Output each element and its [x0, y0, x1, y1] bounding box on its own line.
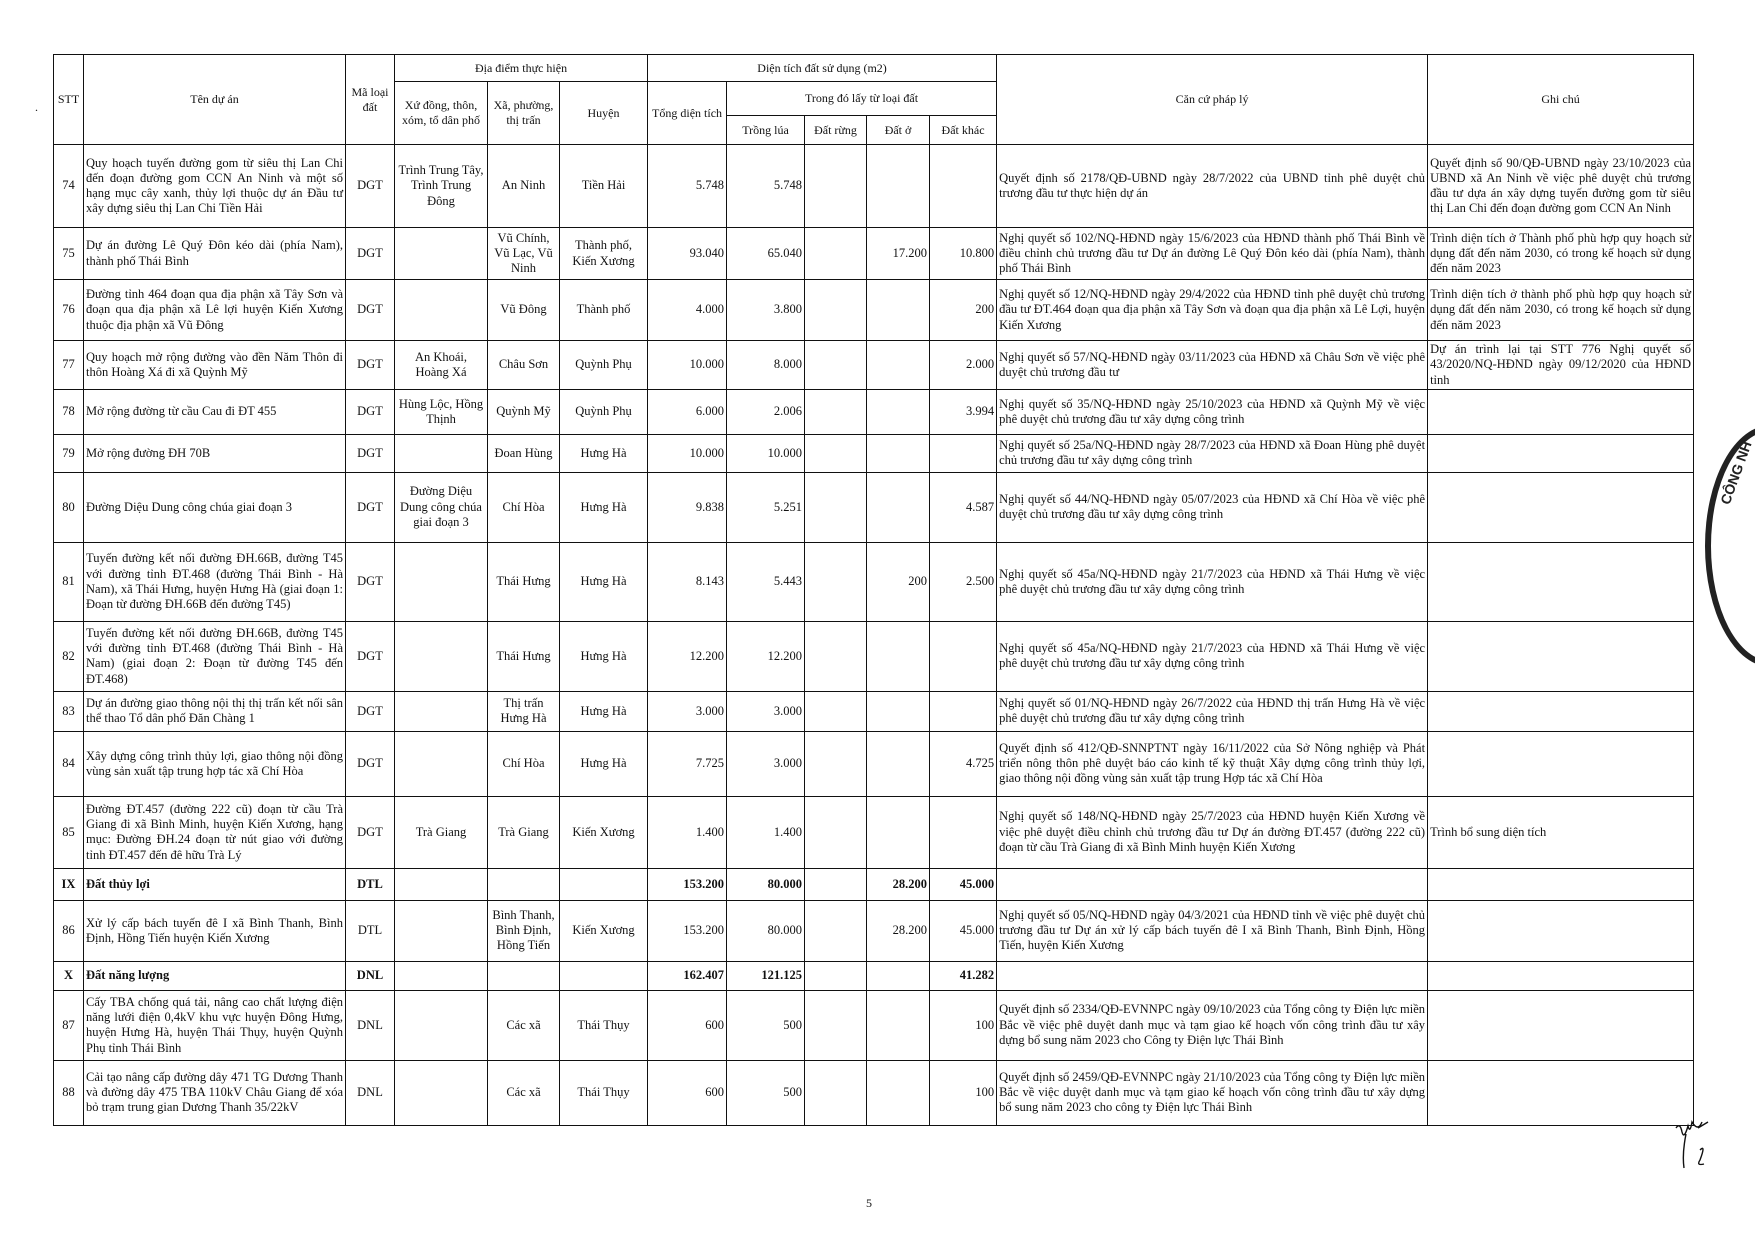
project-name-cell: Đường tỉnh 464 đoạn qua địa phận xã Tây Sơn và đoạn qua địa phận xã Lê lợi huyện Kiến Xương thuộc địa phận xã Vũ Đông — [84, 280, 346, 341]
land-code-cell: DNL — [346, 990, 395, 1060]
header-location: Địa điểm thực hiện — [395, 55, 648, 82]
table-row — [54, 900, 1694, 961]
district-cell: Hưng Hà — [560, 691, 648, 731]
other-area-cell: 4.587 — [930, 472, 997, 542]
rice-area-cell: 65.040 — [727, 228, 805, 280]
project-name-cell: Đất năng lượng — [84, 961, 346, 990]
district-cell: Thái Thụy — [560, 990, 648, 1060]
header-rice: Trồng lúa — [727, 116, 805, 145]
stt-cell: 80 — [54, 472, 84, 542]
residential-area-cell: 28.200 — [867, 900, 930, 961]
total-area-cell: 1.400 — [648, 796, 727, 868]
forest-area-cell — [805, 542, 867, 621]
note-cell — [1428, 868, 1694, 900]
commune-cell: Thái Hưng — [488, 621, 560, 691]
legal-basis-cell: Nghị quyết số 01/NQ-HĐND ngày 26/7/2022 của HĐND thị trấn Hưng Hà về việc phê duyệt chủ trương đầu tư xây dựng công trình — [997, 691, 1428, 731]
rice-area-cell: 3.000 — [727, 691, 805, 731]
forest-area-cell — [805, 341, 867, 390]
project-name-cell: Đất thủy lợi — [84, 868, 346, 900]
residential-area-cell — [867, 961, 930, 990]
note-cell — [1428, 472, 1694, 542]
forest-area-cell — [805, 691, 867, 731]
land-code-cell: DGT — [346, 796, 395, 868]
residential-area-cell — [867, 472, 930, 542]
total-area-cell: 8.143 — [648, 542, 727, 621]
residential-area-cell — [867, 621, 930, 691]
commune-cell — [488, 961, 560, 990]
note-cell — [1428, 621, 1694, 691]
other-area-cell: 45.000 — [930, 900, 997, 961]
table-header — [54, 55, 1694, 145]
stt-cell: 75 — [54, 228, 84, 280]
project-name-cell: Tuyến đường kết nối đường ĐH.66B, đường T45 với đường tỉnh ĐT.468 (đường Thái Bình - Hà Nam), xã Thái Hưng, huyện Hưng Hà (giai đoạn 1: Đoạn từ đường ĐH.66B đến đường T45) — [84, 542, 346, 621]
table-row — [54, 990, 1694, 1060]
stt-cell: 87 — [54, 990, 84, 1060]
residential-area-cell — [867, 341, 930, 390]
hamlet-cell — [395, 691, 488, 731]
land-code-cell: DGT — [346, 341, 395, 390]
rice-area-cell: 10.000 — [727, 434, 805, 472]
residential-area-cell — [867, 990, 930, 1060]
forest-area-cell — [805, 434, 867, 472]
total-area-cell: 10.000 — [648, 341, 727, 390]
total-area-cell: 9.838 — [648, 472, 727, 542]
hamlet-cell — [395, 1060, 488, 1125]
forest-area-cell — [805, 1060, 867, 1125]
project-name-cell: Đường ĐT.457 (đường 222 cũ) đoạn từ cầu Trà Giang đi xã Bình Minh, huyện Kiến Xương, hạng mục: Đường ĐH.24 đoạn từ nút giao với đường tỉnh ĐT.457 đến đê hữu Trà Lý — [84, 796, 346, 868]
stt-cell: 84 — [54, 731, 84, 796]
land-code-cell: DGT — [346, 280, 395, 341]
residential-area-cell: 28.200 — [867, 868, 930, 900]
land-code-cell: DTL — [346, 900, 395, 961]
project-name-cell: Dự án đường giao thông nội thị thị trấn kết nối sân thể thao Tổ dân phố Đăn Chàng 1 — [84, 691, 346, 731]
forest-area-cell — [805, 389, 867, 434]
rice-area-cell: 121.125 — [727, 961, 805, 990]
table-row — [54, 731, 1694, 796]
rice-area-cell: 5.748 — [727, 145, 805, 228]
project-name-cell: Mở rộng đường từ cầu Cau đi ĐT 455 — [84, 389, 346, 434]
hamlet-cell: Đường Diệu Dung công chúa giai đoạn 3 — [395, 472, 488, 542]
table-row — [54, 145, 1694, 228]
rice-area-cell: 5.443 — [727, 542, 805, 621]
header-name: Tên dự án — [84, 55, 346, 145]
forest-area-cell — [805, 796, 867, 868]
legal-basis-cell: Quyết định số 2178/QĐ-UBND ngày 28/7/2022 của UBND tỉnh phê duyệt chủ trương đầu tư thực hiện dự án — [997, 145, 1428, 228]
other-area-cell — [930, 145, 997, 228]
official-stamp — [1705, 425, 1755, 667]
header-of-which: Trong đó lấy từ loại đất — [727, 82, 997, 116]
other-area-cell — [930, 691, 997, 731]
table-row — [54, 796, 1694, 868]
rice-area-cell: 1.400 — [727, 796, 805, 868]
hamlet-cell — [395, 990, 488, 1060]
stt-cell: 86 — [54, 900, 84, 961]
project-name-cell: Xây dựng công trình thủy lợi, giao thông nội đồng vùng sản xuất tập trung hợp tác xã Chí Hòa — [84, 731, 346, 796]
project-name-cell: Mở rộng đường ĐH 70B — [84, 434, 346, 472]
legal-basis-cell: Nghị quyết số 12/NQ-HĐND ngày 29/4/2022 của HĐND tỉnh phê duyệt chủ trương đầu tư ĐT.464 đoạn qua địa phận xã Tây Sơn và đoạn qua địa phận xã Lê Lợi, huyện Kiến Xương — [997, 280, 1428, 341]
project-name-cell: Tuyến đường kết nối đường ĐH.66B, đường T45 với đường tỉnh ĐT.468 (đường Thái Bình - Hà Nam) (giai đoạn 2: Đoạn từ đường T45 đến ĐT.468) — [84, 621, 346, 691]
note-cell: Trình diện tích ở thành phố phù hợp quy hoạch sử dụng đất đến năm 2030, có trong kế hoạch sử dụng đến năm 2023 — [1428, 280, 1694, 341]
land-code-cell: DGT — [346, 145, 395, 228]
hamlet-cell — [395, 228, 488, 280]
hamlet-cell: Hùng Lộc, Hồng Thịnh — [395, 389, 488, 434]
table-row — [54, 434, 1694, 472]
commune-cell: Chí Hòa — [488, 731, 560, 796]
header-other: Đất khác — [930, 116, 997, 145]
residential-area-cell — [867, 796, 930, 868]
rice-area-cell: 12.200 — [727, 621, 805, 691]
commune-cell: Vũ Đông — [488, 280, 560, 341]
district-cell — [560, 868, 648, 900]
land-code-cell: DGT — [346, 228, 395, 280]
district-cell: Hưng Hà — [560, 621, 648, 691]
legal-basis-cell: Nghị quyết số 45a/NQ-HĐND ngày 21/7/2023 của HĐND xã Thái Hưng về việc phê duyệt chủ trương đầu tư xây dựng công trình — [997, 542, 1428, 621]
legal-basis-cell: Nghị quyết số 57/NQ-HĐND ngày 03/11/2023 của HĐND xã Châu Sơn về việc phê duyệt chủ trương đầu tư — [997, 341, 1428, 390]
other-area-cell — [930, 796, 997, 868]
legal-basis-cell: Nghị quyết số 05/NQ-HĐND ngày 04/3/2021 của HĐND tỉnh về việc phê duyệt chủ trương đầu tư Dự án xử lý cấp bách tuyến đê I xã Bình Thanh, Bình Định, Hồng Tiến, huyện Kiến Xương — [997, 900, 1428, 961]
rice-area-cell: 80.000 — [727, 868, 805, 900]
header-hamlet: Xứ đồng, thôn, xóm, tổ dân phố — [395, 82, 488, 145]
legal-basis-cell: Quyết định số 2459/QĐ-EVNNPC ngày 21/10/2023 của Tổng công ty Điện lực miền Bắc về việc duyệt danh mục và tạm giao kế hoạch vốn công trình đầu tư xây dựng bổ sung năm 2023 cho công ty Điện lực Thái Bình — [997, 1060, 1428, 1125]
table-row — [54, 228, 1694, 280]
table-row — [54, 341, 1694, 390]
section-row — [54, 868, 1694, 900]
note-cell — [1428, 731, 1694, 796]
forest-area-cell — [805, 145, 867, 228]
residential-area-cell — [867, 389, 930, 434]
hamlet-cell — [395, 961, 488, 990]
header-residential: Đất ở — [867, 116, 930, 145]
total-area-cell: 7.725 — [648, 731, 727, 796]
rice-area-cell: 3.000 — [727, 731, 805, 796]
hamlet-cell: Trình Trung Tây, Trình Trung Đông — [395, 145, 488, 228]
district-cell: Kiến Xương — [560, 796, 648, 868]
note-cell — [1428, 990, 1694, 1060]
forest-area-cell — [805, 472, 867, 542]
table-row — [54, 542, 1694, 621]
stt-cell: 79 — [54, 434, 84, 472]
commune-cell: Châu Sơn — [488, 341, 560, 390]
table-row — [54, 1060, 1694, 1125]
district-cell: Quỳnh Phụ — [560, 389, 648, 434]
rice-area-cell: 500 — [727, 990, 805, 1060]
stt-cell: X — [54, 961, 84, 990]
district-cell: Kiến Xương — [560, 900, 648, 961]
project-name-cell: Xử lý cấp bách tuyến đê I xã Bình Thanh, Bình Định, Hồng Tiến huyện Kiến Xương — [84, 900, 346, 961]
forest-area-cell — [805, 280, 867, 341]
stamp-text: CÔNG NH — [1717, 438, 1755, 507]
legal-basis-cell: Nghị quyết số 25a/NQ-HĐND ngày 28/7/2023 của HĐND xã Đoan Hùng phê duyệt chủ trương đầu tư xây dựng công trình — [997, 434, 1428, 472]
stt-cell: 77 — [54, 341, 84, 390]
legal-basis-cell — [997, 961, 1428, 990]
stt-cell: 74 — [54, 145, 84, 228]
residential-area-cell — [867, 434, 930, 472]
header-code: Mã loại đất — [346, 55, 395, 145]
total-area-cell: 5.748 — [648, 145, 727, 228]
commune-cell: Quỳnh Mỹ — [488, 389, 560, 434]
project-name-cell: Dự án đường Lê Quý Đôn kéo dài (phía Nam), thành phố Thái Bình — [84, 228, 346, 280]
other-area-cell: 100 — [930, 990, 997, 1060]
header-total: Tổng diện tích — [648, 82, 727, 145]
project-name-cell: Quy hoạch tuyến đường gom từ siêu thị Lan Chi đến đoạn đường gom CCN An Ninh và một số hạng mục cây xanh, thủy lợi thuộc dự án Đầu tư xây dựng siêu thị Lan Chi Tiền Hải — [84, 145, 346, 228]
land-code-cell: DGT — [346, 542, 395, 621]
commune-cell: Các xã — [488, 990, 560, 1060]
other-area-cell — [930, 434, 997, 472]
residential-area-cell: 200 — [867, 542, 930, 621]
table-row — [54, 280, 1694, 341]
header-commune: Xã, phường, thị trấn — [488, 82, 560, 145]
legal-basis-cell: Nghị quyết số 148/NQ-HĐND ngày 25/7/2023 của HĐND huyện Kiến Xương về việc phê duyệt điều chỉnh chủ trương đầu tư Dự án đường ĐT.457 (đường 222 cũ) đoạn từ cầu Trà Giang đi xã Bình Minh huyện Kiến Xương — [997, 796, 1428, 868]
residential-area-cell — [867, 731, 930, 796]
commune-cell: Chí Hòa — [488, 472, 560, 542]
total-area-cell: 6.000 — [648, 389, 727, 434]
residential-area-cell — [867, 691, 930, 731]
total-area-cell: 93.040 — [648, 228, 727, 280]
other-area-cell: 2.000 — [930, 341, 997, 390]
district-cell: Hưng Hà — [560, 542, 648, 621]
hamlet-cell — [395, 868, 488, 900]
total-area-cell: 153.200 — [648, 900, 727, 961]
legal-basis-cell: Quyết định số 2334/QĐ-EVNNPC ngày 09/10/2023 của Tổng công ty Điện lực miền Bắc về việc phê duyệt danh mục và tạm giao kế hoạch vốn công trình đầu tư xây dựng bổ sung năm 2023 cho Công ty Điện lực Thái Bình — [997, 990, 1428, 1060]
project-name-cell: Đường Diệu Dung công chúa giai đoạn 3 — [84, 472, 346, 542]
hamlet-cell — [395, 280, 488, 341]
note-cell — [1428, 900, 1694, 961]
district-cell: Thành phố — [560, 280, 648, 341]
header-district: Huyện — [560, 82, 648, 145]
residential-area-cell — [867, 280, 930, 341]
residential-area-cell: 17.200 — [867, 228, 930, 280]
hamlet-cell — [395, 731, 488, 796]
forest-area-cell — [805, 961, 867, 990]
district-cell: Tiền Hải — [560, 145, 648, 228]
rice-area-cell: 2.006 — [727, 389, 805, 434]
legal-basis-cell — [997, 868, 1428, 900]
residential-area-cell — [867, 145, 930, 228]
other-area-cell: 200 — [930, 280, 997, 341]
land-code-cell: DNL — [346, 1060, 395, 1125]
land-code-cell: DNL — [346, 961, 395, 990]
hamlet-cell: Trà Giang — [395, 796, 488, 868]
land-code-cell: DTL — [346, 868, 395, 900]
stt-cell: 88 — [54, 1060, 84, 1125]
stt-cell: 82 — [54, 621, 84, 691]
land-code-cell: DGT — [346, 434, 395, 472]
note-cell — [1428, 389, 1694, 434]
stt-cell: 83 — [54, 691, 84, 731]
total-area-cell: 600 — [648, 1060, 727, 1125]
district-cell: Hưng Hà — [560, 731, 648, 796]
stt-cell: 81 — [54, 542, 84, 621]
forest-area-cell — [805, 900, 867, 961]
other-area-cell: 45.000 — [930, 868, 997, 900]
note-cell — [1428, 434, 1694, 472]
note-cell: Trình bổ sung diện tích — [1428, 796, 1694, 868]
commune-cell: Thái Hưng — [488, 542, 560, 621]
stt-cell: 76 — [54, 280, 84, 341]
header-forest: Đất rừng — [805, 116, 867, 145]
commune-cell: Vũ Chính, Vũ Lạc, Vũ Ninh — [488, 228, 560, 280]
forest-area-cell — [805, 731, 867, 796]
note-cell — [1428, 542, 1694, 621]
land-code-cell: DGT — [346, 691, 395, 731]
stt-cell: IX — [54, 868, 84, 900]
table-body — [54, 145, 1694, 1126]
scan-mark: . — [35, 100, 38, 114]
other-area-cell: 4.725 — [930, 731, 997, 796]
commune-cell: Bình Thanh, Bình Định, Hồng Tiến — [488, 900, 560, 961]
land-code-cell: DGT — [346, 731, 395, 796]
total-area-cell: 10.000 — [648, 434, 727, 472]
commune-cell: Các xã — [488, 1060, 560, 1125]
forest-area-cell — [805, 228, 867, 280]
signature-initials — [1672, 1120, 1712, 1175]
other-area-cell: 2.500 — [930, 542, 997, 621]
hamlet-cell — [395, 434, 488, 472]
hamlet-cell — [395, 900, 488, 961]
total-area-cell: 162.407 — [648, 961, 727, 990]
project-name-cell: Cải tạo nâng cấp đường dây 471 TG Dương Thanh và đường dây 475 TBA 110kV Châu Giang để xóa bỏ trạm trung gian Dương Thanh 35/22kV — [84, 1060, 346, 1125]
hamlet-cell — [395, 542, 488, 621]
table-row — [54, 389, 1694, 434]
note-cell: Quyết định số 90/QĐ-UBND ngày 23/10/2023 của UBND xã An Ninh về việc phê duyệt chủ trương đầu tư dựa án xây dựng tuyến đường gom từ siêu thị Lan Chi đến đoạn đường gom CCN An Ninh — [1428, 145, 1694, 228]
rice-area-cell: 80.000 — [727, 900, 805, 961]
land-code-cell: DGT — [346, 621, 395, 691]
table-row — [54, 691, 1694, 731]
hamlet-cell — [395, 621, 488, 691]
page-number: 5 — [866, 1196, 872, 1210]
land-use-project-table — [53, 54, 1694, 1126]
commune-cell: Thị trấn Hưng Hà — [488, 691, 560, 731]
section-row — [54, 961, 1694, 990]
other-area-cell: 10.800 — [930, 228, 997, 280]
note-cell — [1428, 1060, 1694, 1125]
forest-area-cell — [805, 621, 867, 691]
project-name-cell: Cấy TBA chống quá tải, nâng cao chất lượng điện năng lưới điện 0,4kV khu vực huyện Đông Hưng, huyện Hưng Hà, huyện Thái Thụy, huyện Quỳnh Phụ tỉnh Thái Bình — [84, 990, 346, 1060]
other-area-cell: 100 — [930, 1060, 997, 1125]
district-cell: Hưng Hà — [560, 434, 648, 472]
header-area: Diện tích đất sử dụng (m2) — [648, 55, 997, 82]
legal-basis-cell: Nghị quyết số 102/NQ-HĐND ngày 15/6/2023 của HĐND thành phố Thái Bình về điều chỉnh chủ trương đầu tư Dự án đường Lê Quý Đôn kéo dài (phía Nam), thành phố Thái Bình — [997, 228, 1428, 280]
land-code-cell: DGT — [346, 389, 395, 434]
district-cell: Quỳnh Phụ — [560, 341, 648, 390]
district-cell — [560, 961, 648, 990]
stt-cell: 78 — [54, 389, 84, 434]
legal-basis-cell: Quyết định số 412/QĐ-SNNPTNT ngày 16/11/2022 của Sở Nông nghiệp và Phát triển nông thôn phê duyệt báo cáo kinh tế kỹ thuật Xây dựng công trình thủy lợi, giao thông nội đồng vùng sản xuất tập trung Hợp tác xã Chí Hòa — [997, 731, 1428, 796]
legal-basis-cell: Nghị quyết số 44/NQ-HĐND ngày 05/07/2023 của HĐND xã Chí Hòa về việc phê duyệt chủ trương đầu tư xây dựng công trình — [997, 472, 1428, 542]
rice-area-cell: 500 — [727, 1060, 805, 1125]
land-code-cell: DGT — [346, 472, 395, 542]
district-cell: Thành phố, Kiến Xương — [560, 228, 648, 280]
rice-area-cell: 3.800 — [727, 280, 805, 341]
rice-area-cell: 8.000 — [727, 341, 805, 390]
commune-cell: Trà Giang — [488, 796, 560, 868]
rice-area-cell: 5.251 — [727, 472, 805, 542]
total-area-cell: 600 — [648, 990, 727, 1060]
forest-area-cell — [805, 868, 867, 900]
header-stt: STT — [54, 55, 84, 145]
commune-cell: An Ninh — [488, 145, 560, 228]
table-row — [54, 621, 1694, 691]
other-area-cell — [930, 621, 997, 691]
note-cell — [1428, 961, 1694, 990]
table-row — [54, 472, 1694, 542]
total-area-cell: 153.200 — [648, 868, 727, 900]
header-note: Ghi chú — [1428, 55, 1694, 145]
header-legal: Căn cứ pháp lý — [997, 55, 1428, 145]
project-name-cell: Quy hoạch mở rộng đường vào đền Năm Thôn đi thôn Hoàng Xá đi xã Quỳnh Mỹ — [84, 341, 346, 390]
legal-basis-cell: Nghị quyết số 35/NQ-HĐND ngày 25/10/2023 của HĐND xã Quỳnh Mỹ về việc phê duyệt chủ trương đầu tư xây dựng công trình — [997, 389, 1428, 434]
district-cell: Thái Thụy — [560, 1060, 648, 1125]
total-area-cell: 3.000 — [648, 691, 727, 731]
note-cell: Dự án trình lại tại STT 776 Nghị quyết số 43/2020/NQ-HĐND ngày 09/12/2020 của HĐND tỉnh — [1428, 341, 1694, 390]
note-cell: Trình diện tích ở Thành phố phù hợp quy hoạch sử dụng đất đến năm 2030, có trong kế hoạch sử dụng đến năm 2023 — [1428, 228, 1694, 280]
legal-basis-cell: Nghị quyết số 45a/NQ-HĐND ngày 21/7/2023 của HĐND xã Thái Hưng về việc phê duyệt chủ trương đầu tư xây dựng công trình — [997, 621, 1428, 691]
hamlet-cell: An Khoái, Hoàng Xá — [395, 341, 488, 390]
residential-area-cell — [867, 1060, 930, 1125]
other-area-cell: 3.994 — [930, 389, 997, 434]
total-area-cell: 4.000 — [648, 280, 727, 341]
stt-cell: 85 — [54, 796, 84, 868]
commune-cell: Đoan Hùng — [488, 434, 560, 472]
commune-cell — [488, 868, 560, 900]
district-cell: Hưng Hà — [560, 472, 648, 542]
note-cell — [1428, 691, 1694, 731]
other-area-cell: 41.282 — [930, 961, 997, 990]
total-area-cell: 12.200 — [648, 621, 727, 691]
forest-area-cell — [805, 990, 867, 1060]
